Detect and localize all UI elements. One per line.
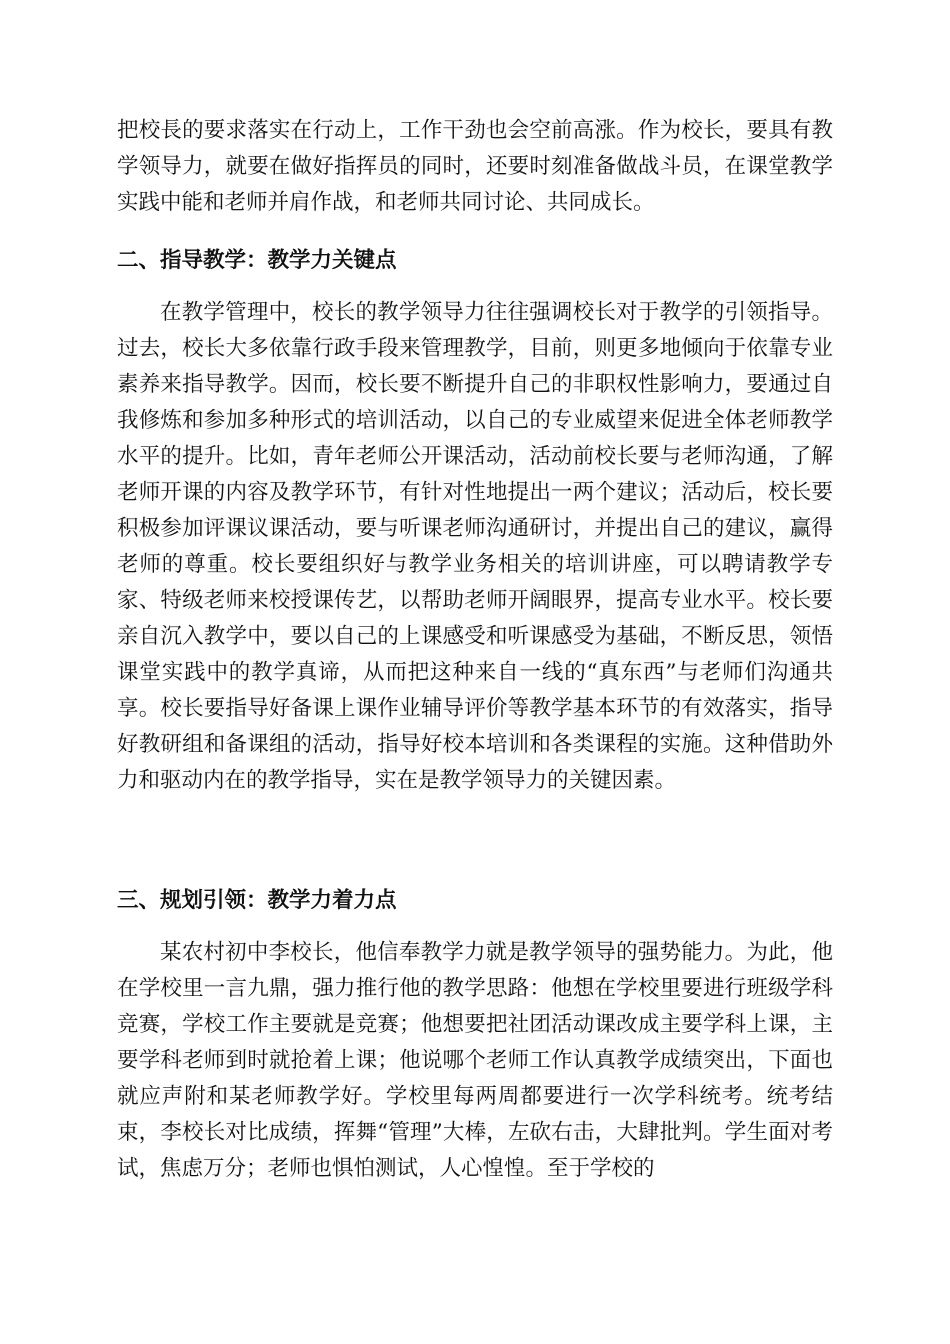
paragraph-continuation: 把校長的要求落实在行动上，工作干劲也会空前高涨。作为校长，要具有教学领导力，就要在做好指挥员的同时，还要时刻准备做战斗员，在课堂教学实践中能和老师并肩作战，和老师共同讨论、共同成长。	[117, 118, 833, 215]
section-heading-planning: 三、规划引领：教学力着力点	[117, 888, 397, 913]
paragraph-guidance: 在教学管理中，校长的教学领导力往往强调校长对于教学的引领指导。过去，校长大多依靠行政手段来管理教学，目前，则更多地倾向于依靠专业素养来指导教学。因而，校长要不断提升自己的非职权性影响力，要通过自我修炼和参加多种形式的培训活动，以自己的专业威望来促进全体老师教学水平的提升。比如，青年老师公开课活动，活动前校长要与老师沟通，了解老师开课的内容及教学环节，有针对性地提出一两个建议；活动后，校长要积极参加评课议课活动，要与听课老师沟通研讨，并提出自己的建议，赢得老师的尊重。校长要组织好与教学业务相关的培训讲座，可以聘请教学专家、特级老师来校授课传艺，以帮助老师开阔眼界，提高专业水平。校长要亲自沉入教学中，要以自己的上课感受和听课感受为基础，不断反思，领悟课堂实践中的教学真谛，从而把这种来自一线的“真东西”与老师们沟通共享。校长要指导好备课上课作业辅导评价等教学基本环节的有效落实，指导好教研组和备课组的活动，指导好校本培训和各类课程的实施。这种借助外力和驱动内在的教学指导，实在是教学领导力的关键因素。	[117, 300, 833, 793]
paragraph-planning: 某农村初中李校长，他信奉教学力就是教学领导的强势能力。为此，他在学校里一言九鼎，强力推行他的教学思路：他想在学校里要进行班级学科竞赛，学校工作主要就是竞赛；他想要把社团活动课改成主要学科上课，主要学科老师到时就抢着上课；他说哪个老师工作认真教学成绩突出，下面也就应声附和某老师教学好。学校里每两周都要进行一次学科统考。统考结束，李校长对比成绩，挥舞“管理”大棒，左砍右击，大肆批判。学生面对考试，焦虑万分；老师也惧怕测试，人心惶惶。至于学校的	[117, 940, 833, 1181]
section-heading-guidance: 二、指导教学：教学力关键点	[117, 248, 397, 273]
